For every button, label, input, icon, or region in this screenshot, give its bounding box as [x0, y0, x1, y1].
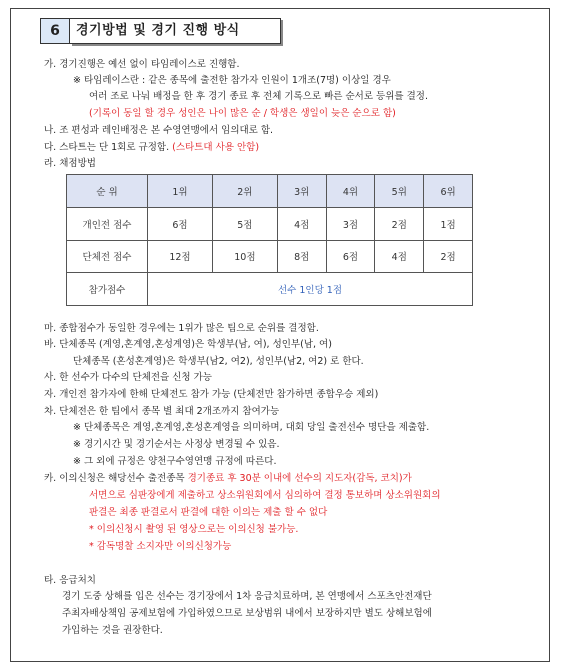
score-cell: 8점 [277, 240, 326, 273]
para-ta-line4: 가입하는 것을 권장한다. [62, 625, 163, 636]
para-da-text: 다. 스타트는 단 1회로 규정함. [44, 142, 170, 153]
score-cell: 6점 [326, 240, 375, 273]
para-ka-line1 [44, 472, 412, 485]
para-ba-line2: 단체종목 (혼성혼계영)은 학생부(남2, 여2), 성인부(남2, 여2) 로 한다. [73, 356, 364, 367]
para-ga-line1: 가. 경기진행은 예선 없이 타임레이스로 진행함. [44, 59, 240, 70]
para-ga-line3: 여러 조로 나눠 배정을 한 후 경기 종료 후 전체 기록으로 빠른 순서로 등위를 결정. [89, 91, 428, 102]
para-ta-line1: 타. 응급처치 [44, 575, 96, 586]
header-cell: 6위 [424, 175, 473, 208]
para-cha-line4: ※ 그 외에 규정은 양천구수영연맹 규정에 따른다. [73, 456, 277, 467]
section-title: 경기방법 및 경기 진행 방식 [70, 18, 281, 44]
section-number: 6 [40, 18, 70, 44]
table-row [67, 273, 473, 306]
participation-value: 선수 1인당 1점 [148, 273, 473, 306]
para-ka-deadline: 경기종료 후 30분 이내에 선수의 지도자(감독, 코치)가 [187, 473, 412, 484]
header-cell: 1위 [148, 175, 213, 208]
para-ga-line2: ※ 타임레이스란 : 같은 종목에 출전한 참가자 인원이 1개조(7명) 이상일 경우 [73, 75, 391, 86]
header-cell: 4위 [326, 175, 375, 208]
header-cell: 5위 [375, 175, 424, 208]
para-na: 나. 조 편성과 레인배정은 본 수영연맹에서 임의대로 함. [44, 125, 274, 136]
score-cell: 12점 [148, 240, 213, 273]
para-ka-prefix: 카. 이의신청은 해당선수 출전종목 [44, 473, 185, 484]
score-cell: 4점 [375, 240, 424, 273]
para-cha-line2: ※ 단체종목은 계영,혼계영,혼성혼계영을 의미하며, 대회 당일 출전선수 명단을 제출함. [73, 422, 430, 433]
score-table [66, 174, 473, 306]
para-da [44, 141, 259, 154]
para-ma: 마. 종합점수가 동일한 경우에는 1위가 많은 팀으로 순위를 결정함. [44, 323, 319, 334]
score-cell: 2점 [424, 240, 473, 273]
para-ka-line2: 서면으로 심판장에게 제출하고 상소위원회에서 심의하여 결정 통보하며 상소위원회의 [89, 490, 441, 501]
score-cell: 2점 [375, 207, 424, 240]
para-ga-line4: (기록이 동일 할 경우 성인은 나이 많은 순 / 학생은 생일이 늦은 순으로 함) [89, 108, 396, 119]
para-sa: 사. 한 선수가 다수의 단체전을 신청 가능 [44, 372, 212, 383]
header-cell: 2위 [212, 175, 277, 208]
row-label: 참가점수 [67, 273, 148, 306]
para-ka-line3: 판결은 최종 판결로서 판결에 대한 이의는 제출 할 수 없다 [89, 507, 328, 518]
row-label: 개인전 점수 [67, 207, 148, 240]
header-cell: 3위 [277, 175, 326, 208]
para-ra: 라. 채점방법 [44, 158, 96, 169]
para-ka-line4: * 이의신청시 촬영 된 영상으로는 이의신청 불가능. [89, 524, 299, 535]
score-cell: 6점 [148, 207, 213, 240]
para-ja: 자. 개인전 참가자에 한해 단체전도 참가 가능 (단체전만 참가하면 종합우승 제외) [44, 389, 379, 400]
para-ka-line5: * 감독명찰 소지자만 이의신청가능 [89, 541, 232, 552]
score-cell: 4점 [277, 207, 326, 240]
para-ta-line3: 주최자배상책임 공제보험에 가입하였으므로 보상범위 내에서 보장하지만 별도 상해보험에 [62, 608, 432, 619]
score-cell: 3점 [326, 207, 375, 240]
score-cell: 10점 [212, 240, 277, 273]
para-cha-line3: ※ 경기시간 및 경기순서는 사정상 변경될 수 있음. [73, 439, 280, 450]
table-row [67, 207, 473, 240]
score-cell: 1점 [424, 207, 473, 240]
para-cha-line1: 차. 단체전은 한 팀에서 종목 별 최대 2개조까지 참여가능 [44, 406, 280, 417]
score-table-header [67, 175, 473, 208]
header-cell: 순 위 [67, 175, 148, 208]
table-row [67, 240, 473, 273]
para-ba-line1: 바. 단체종목 (계영,혼계영,혼성계영)은 학생부(남, 여), 성인부(남, 여) [44, 339, 332, 350]
score-cell: 5점 [212, 207, 277, 240]
row-label: 단체전 점수 [67, 240, 148, 273]
para-ta-line2: 경기 도중 상해를 입은 선수는 경기장에서 1차 응급치료하며, 본 연맹에서 스포츠안전재단 [62, 591, 432, 602]
para-da-note: (스타트대 사용 안함) [172, 142, 260, 153]
section-header [40, 18, 281, 44]
